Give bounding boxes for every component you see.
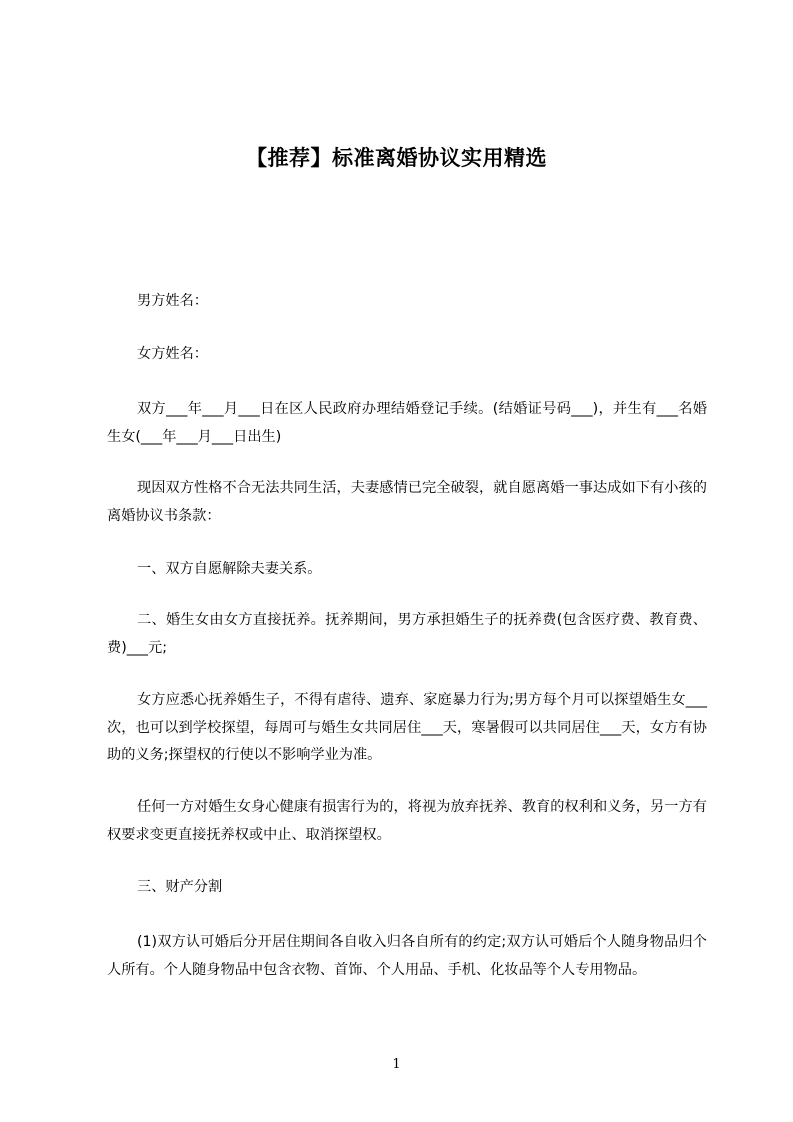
marriage-registration-paragraph: 双方___年___月___日在区人民政府办理结婚登记手续。(结婚证号码___)，并生有___名婚生女(___年___月___日出生) bbox=[107, 401, 707, 445]
male-name-line: 男方姓名： bbox=[137, 293, 208, 309]
female-name-line: 女方姓名： bbox=[137, 346, 208, 362]
document-title: 【推荐】标准离婚协议实用精选 bbox=[246, 146, 547, 170]
divorce-reason-paragraph: 现因双方性格不合无法共同生活，夫妻感情已完全破裂，就自愿离婚一事达成如下有小孩的离婚协议书条款： bbox=[107, 480, 707, 524]
property-item-1-paragraph: (1)双方认可婚后分开居住期间各自收入归各自所有的约定;双方认可婚后个人随身物品归个人所有。个人随身物品中包含衣物、首饰、个人用品、手机、化妆品等个人专用物品。 bbox=[107, 934, 707, 978]
clause-1-dissolve-marriage: 一、双方自愿解除夫妻关系。 bbox=[137, 561, 322, 577]
page-number: 1 bbox=[392, 1057, 401, 1072]
custody-change-paragraph: 任何一方对婚生女身心健康有损害行为的，将视为放弃抚养、教育的权利和义务，另一方有权要求变更直接抚养权或中止、取消探望权。 bbox=[107, 799, 707, 843]
visitation-rights-paragraph: 女方应悉心抚养婚生子，不得有虐待、遗弃、家庭暴力行为;男方每个月可以探望婚生女___次，也可以到学校探望，每周可与婚生女共同居住___天，寒暑假可以共同居住___天，女方有协助的义务;探望权的行使以不影响学业为准。 bbox=[107, 692, 707, 763]
clause-3-property-heading: 三、财产分割 bbox=[137, 879, 223, 895]
clause-2-child-custody: 二、婚生女由女方直接抚养。抚养期间，男方承担婚生子的抚养费(包含医疗费、教育费、费)___元; bbox=[107, 612, 707, 656]
